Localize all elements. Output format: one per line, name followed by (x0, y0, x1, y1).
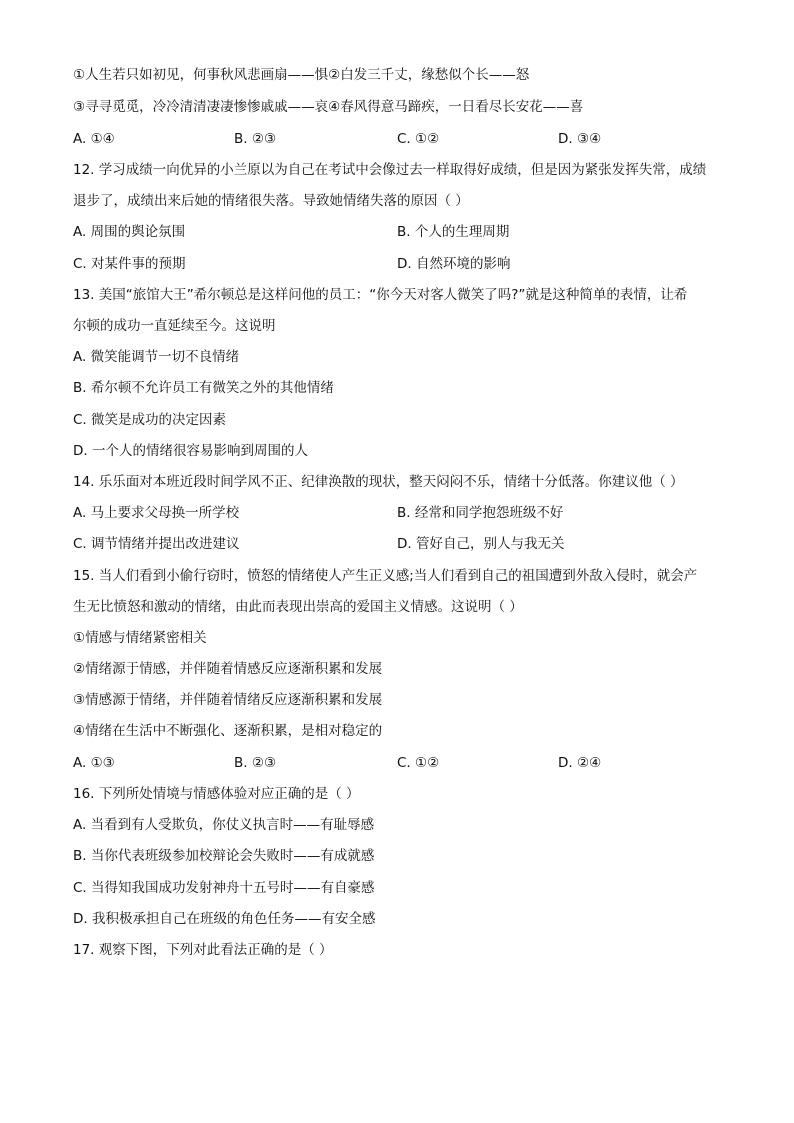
q11-option-b[interactable]: B. ②③ (234, 131, 277, 147)
q11-option-d[interactable]: D. ③④ (558, 131, 602, 147)
q13-option-b[interactable]: B. 希尔顿不允许员工有微笑之外的其他情绪 (73, 380, 334, 396)
q13-option-a[interactable]: A. 微笑能调节一切不良情绪 (73, 349, 240, 365)
q13-stem-line-2: 尔顿的成功一直延续至今。这说明 (73, 318, 276, 334)
q15-option-c[interactable]: C. ①② (397, 755, 440, 771)
q15-stem-line-1: 15. 当人们看到小偷行窃时，愤怒的情绪使人产生正义感;当人们看到自己的祖国遭到外敌入侵时，就会产 (73, 568, 698, 584)
q11-option-c[interactable]: C. ①② (397, 131, 440, 147)
q15-statement-4: ④情绪在生活中不断强化、逐渐积累，是相对稳定的 (73, 723, 383, 739)
q12-stem-line-1: 12. 学习成绩一向优异的小兰原以为自己在考试中会像过去一样取得好成绩，但是因为紧张发挥失常，成绩 (73, 162, 707, 178)
q14-option-c[interactable]: C. 调节情绪并提出改进建议 (73, 536, 240, 552)
q11-option-a[interactable]: A. ①④ (73, 131, 115, 147)
q15-stem-line-2: 生无比愤怒和激动的情绪，由此而表现出崇高的爱国主义情感。这说明（ ） (73, 599, 523, 615)
q12-option-a[interactable]: A. 周围的舆论氛围 (73, 224, 186, 240)
q15-option-d[interactable]: D. ②④ (558, 755, 602, 771)
q12-stem-line-2: 退步了，成绩出来后她的情绪很失落。导致她情绪失落的原因（ ） (73, 193, 469, 209)
q17-stem: 17. 观察下图，下列对此看法正确的是（ ） (73, 942, 333, 958)
q15-statement-3: ③情感源于情绪，并伴随着情绪反应逐渐积累和发展 (73, 692, 383, 708)
q13-option-c[interactable]: C. 微笑是成功的决定因素 (73, 412, 227, 428)
q14-option-a[interactable]: A. 马上要求父母换一所学校 (73, 505, 240, 521)
q16-option-b[interactable]: B. 当你代表班级参加校辩论会失败时——有成就感 (73, 848, 375, 864)
q13-stem-line-1: 13. 美国“旅馆大王”希尔顿总是这样问他的员工：“你今天对客人微笑了吗?”就是这种简单的表情，让希 (73, 287, 688, 303)
q14-option-b[interactable]: B. 经常和同学抱怨班级不好 (397, 505, 564, 521)
q13-option-d[interactable]: D. 一个人的情绪很容易影响到周围的人 (73, 443, 308, 459)
q14-option-d[interactable]: D. 管好自己，别人与我无关 (397, 536, 565, 552)
q16-option-c[interactable]: C. 当得知我国成功发射神舟十五号时——有自豪感 (73, 880, 375, 896)
q16-stem: 16. 下列所处情境与情感体验对应正确的是（ ） (73, 786, 360, 802)
q16-option-d[interactable]: D. 我积极承担自己在班级的角色任务——有安全感 (73, 911, 376, 927)
q16-option-a[interactable]: A. 当看到有人受欺负，你仗义执言时——有耻辱感 (73, 817, 375, 833)
q15-statement-1: ①情感与情绪紧密相关 (73, 630, 207, 646)
q14-stem: 14. 乐乐面对本班近段时间学风不正、纪律涣散的现状，整天闷闷不乐，情绪十分低落。你建议他（ ） (73, 474, 684, 490)
q11-statement-1-2: ①人生若只如初见，何事秋风悲画扇——惧②白发三千丈，缘愁似个长——怒 (73, 67, 530, 83)
q11-statement-3-4: ③寻寻觅觅，冷冷清清凄凄惨惨戚戚——哀④春风得意马蹄疾，一日看尽长安花——喜 (73, 99, 584, 115)
q12-option-c[interactable]: C. 对某件事的预期 (73, 256, 186, 272)
q15-statement-2: ②情绪源于情感，并伴随着情感反应逐渐积累和发展 (73, 661, 383, 677)
q12-option-b[interactable]: B. 个人的生理周期 (397, 224, 510, 240)
q12-option-d[interactable]: D. 自然环境的影响 (397, 256, 511, 272)
q15-option-a[interactable]: A. ①③ (73, 755, 115, 771)
q15-option-b[interactable]: B. ②③ (234, 755, 277, 771)
